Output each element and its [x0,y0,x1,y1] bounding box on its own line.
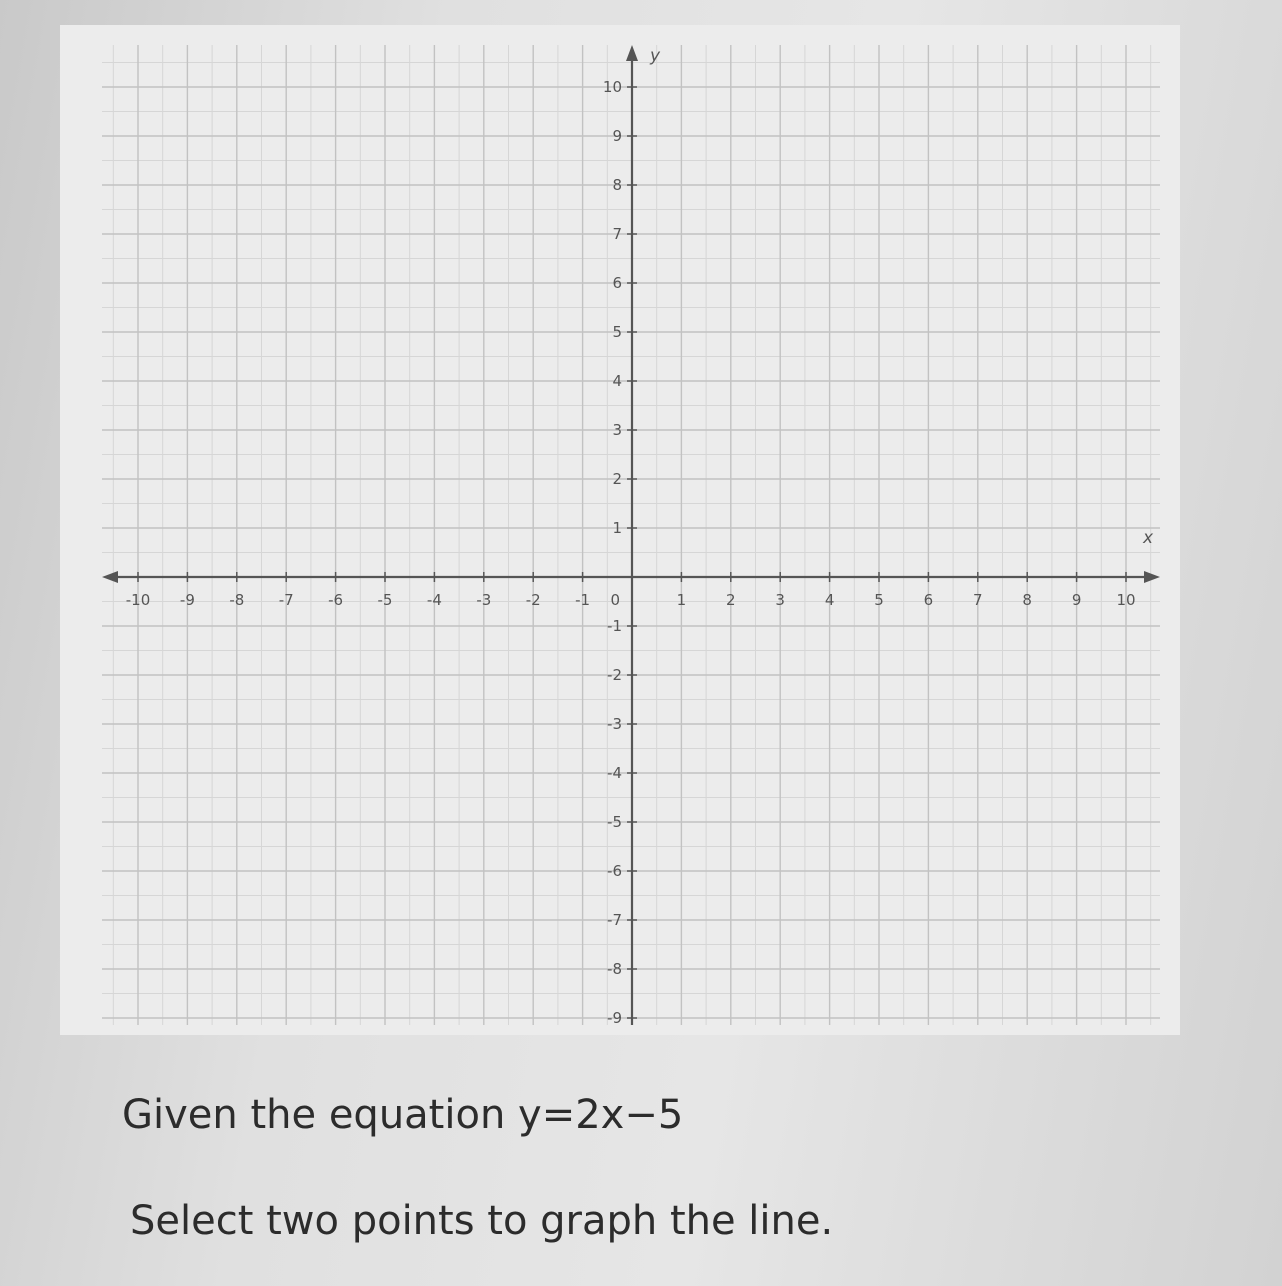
y-tick-label: 9 [612,127,622,145]
x-tick-label: 10 [1116,591,1136,609]
y-tick-label: -5 [607,813,622,831]
x-tick-label: 7 [973,591,983,609]
y-tick-label: -7 [607,911,622,929]
y-tick-label: -1 [607,617,622,635]
axes [102,45,1160,1025]
y-tick-label: 5 [612,323,622,341]
x-tick-label: 8 [1022,591,1032,609]
origin-label: 0 [610,591,620,609]
instruction-text: Select two points to graph the line. [130,1198,834,1244]
x-tick-label: 9 [1071,591,1082,609]
equation-text: Given the equation y=2x−5 [122,1092,684,1138]
y-tick-label: 6 [612,274,622,292]
y-tick-label: 3 [612,421,622,439]
x-tick-label: -2 [525,591,541,609]
x-tick-label: 5 [874,591,884,609]
x-tick-label: -5 [377,591,393,609]
y-tick-label: 8 [612,176,622,194]
x-tick-label: -9 [179,591,195,609]
y-tick-label: 10 [602,78,622,96]
x-tick-label: 2 [726,591,736,609]
y-tick-label: 2 [612,470,622,488]
x-tick-label: -4 [426,591,442,609]
y-tick-label: 7 [612,225,622,243]
y-tick-label: -3 [607,715,622,733]
x-tick-label: -3 [476,591,492,609]
graph-panel[interactable] [60,25,1180,1035]
coordinate-plane[interactable] [60,25,1180,1035]
x-tick-label: -7 [278,591,294,609]
y-tick-label: -9 [607,1009,622,1027]
x-axis-arrow-left [102,571,118,583]
x-tick-label: 1 [676,591,687,609]
y-axis-arrow-up [626,45,638,61]
x-tick-label: 3 [775,591,785,609]
x-tick-label: -8 [229,591,245,609]
x-tick-label: -10 [125,591,151,609]
y-tick-label: -2 [607,666,622,684]
y-tick-label: 4 [612,372,622,390]
x-tick-label: -6 [328,591,344,609]
x-axis-arrow-right [1144,571,1160,583]
x-tick-label: -1 [575,591,591,609]
x-tick-label: 4 [824,591,835,609]
y-tick-label: -8 [607,960,622,978]
x-tick-label: 6 [923,591,934,609]
y-tick-label: -4 [607,764,622,782]
y-tick-label: -6 [607,862,622,880]
y-axis-label: y [650,46,661,66]
x-axis-label: x [1142,528,1154,548]
y-tick-label: 1 [612,519,622,537]
